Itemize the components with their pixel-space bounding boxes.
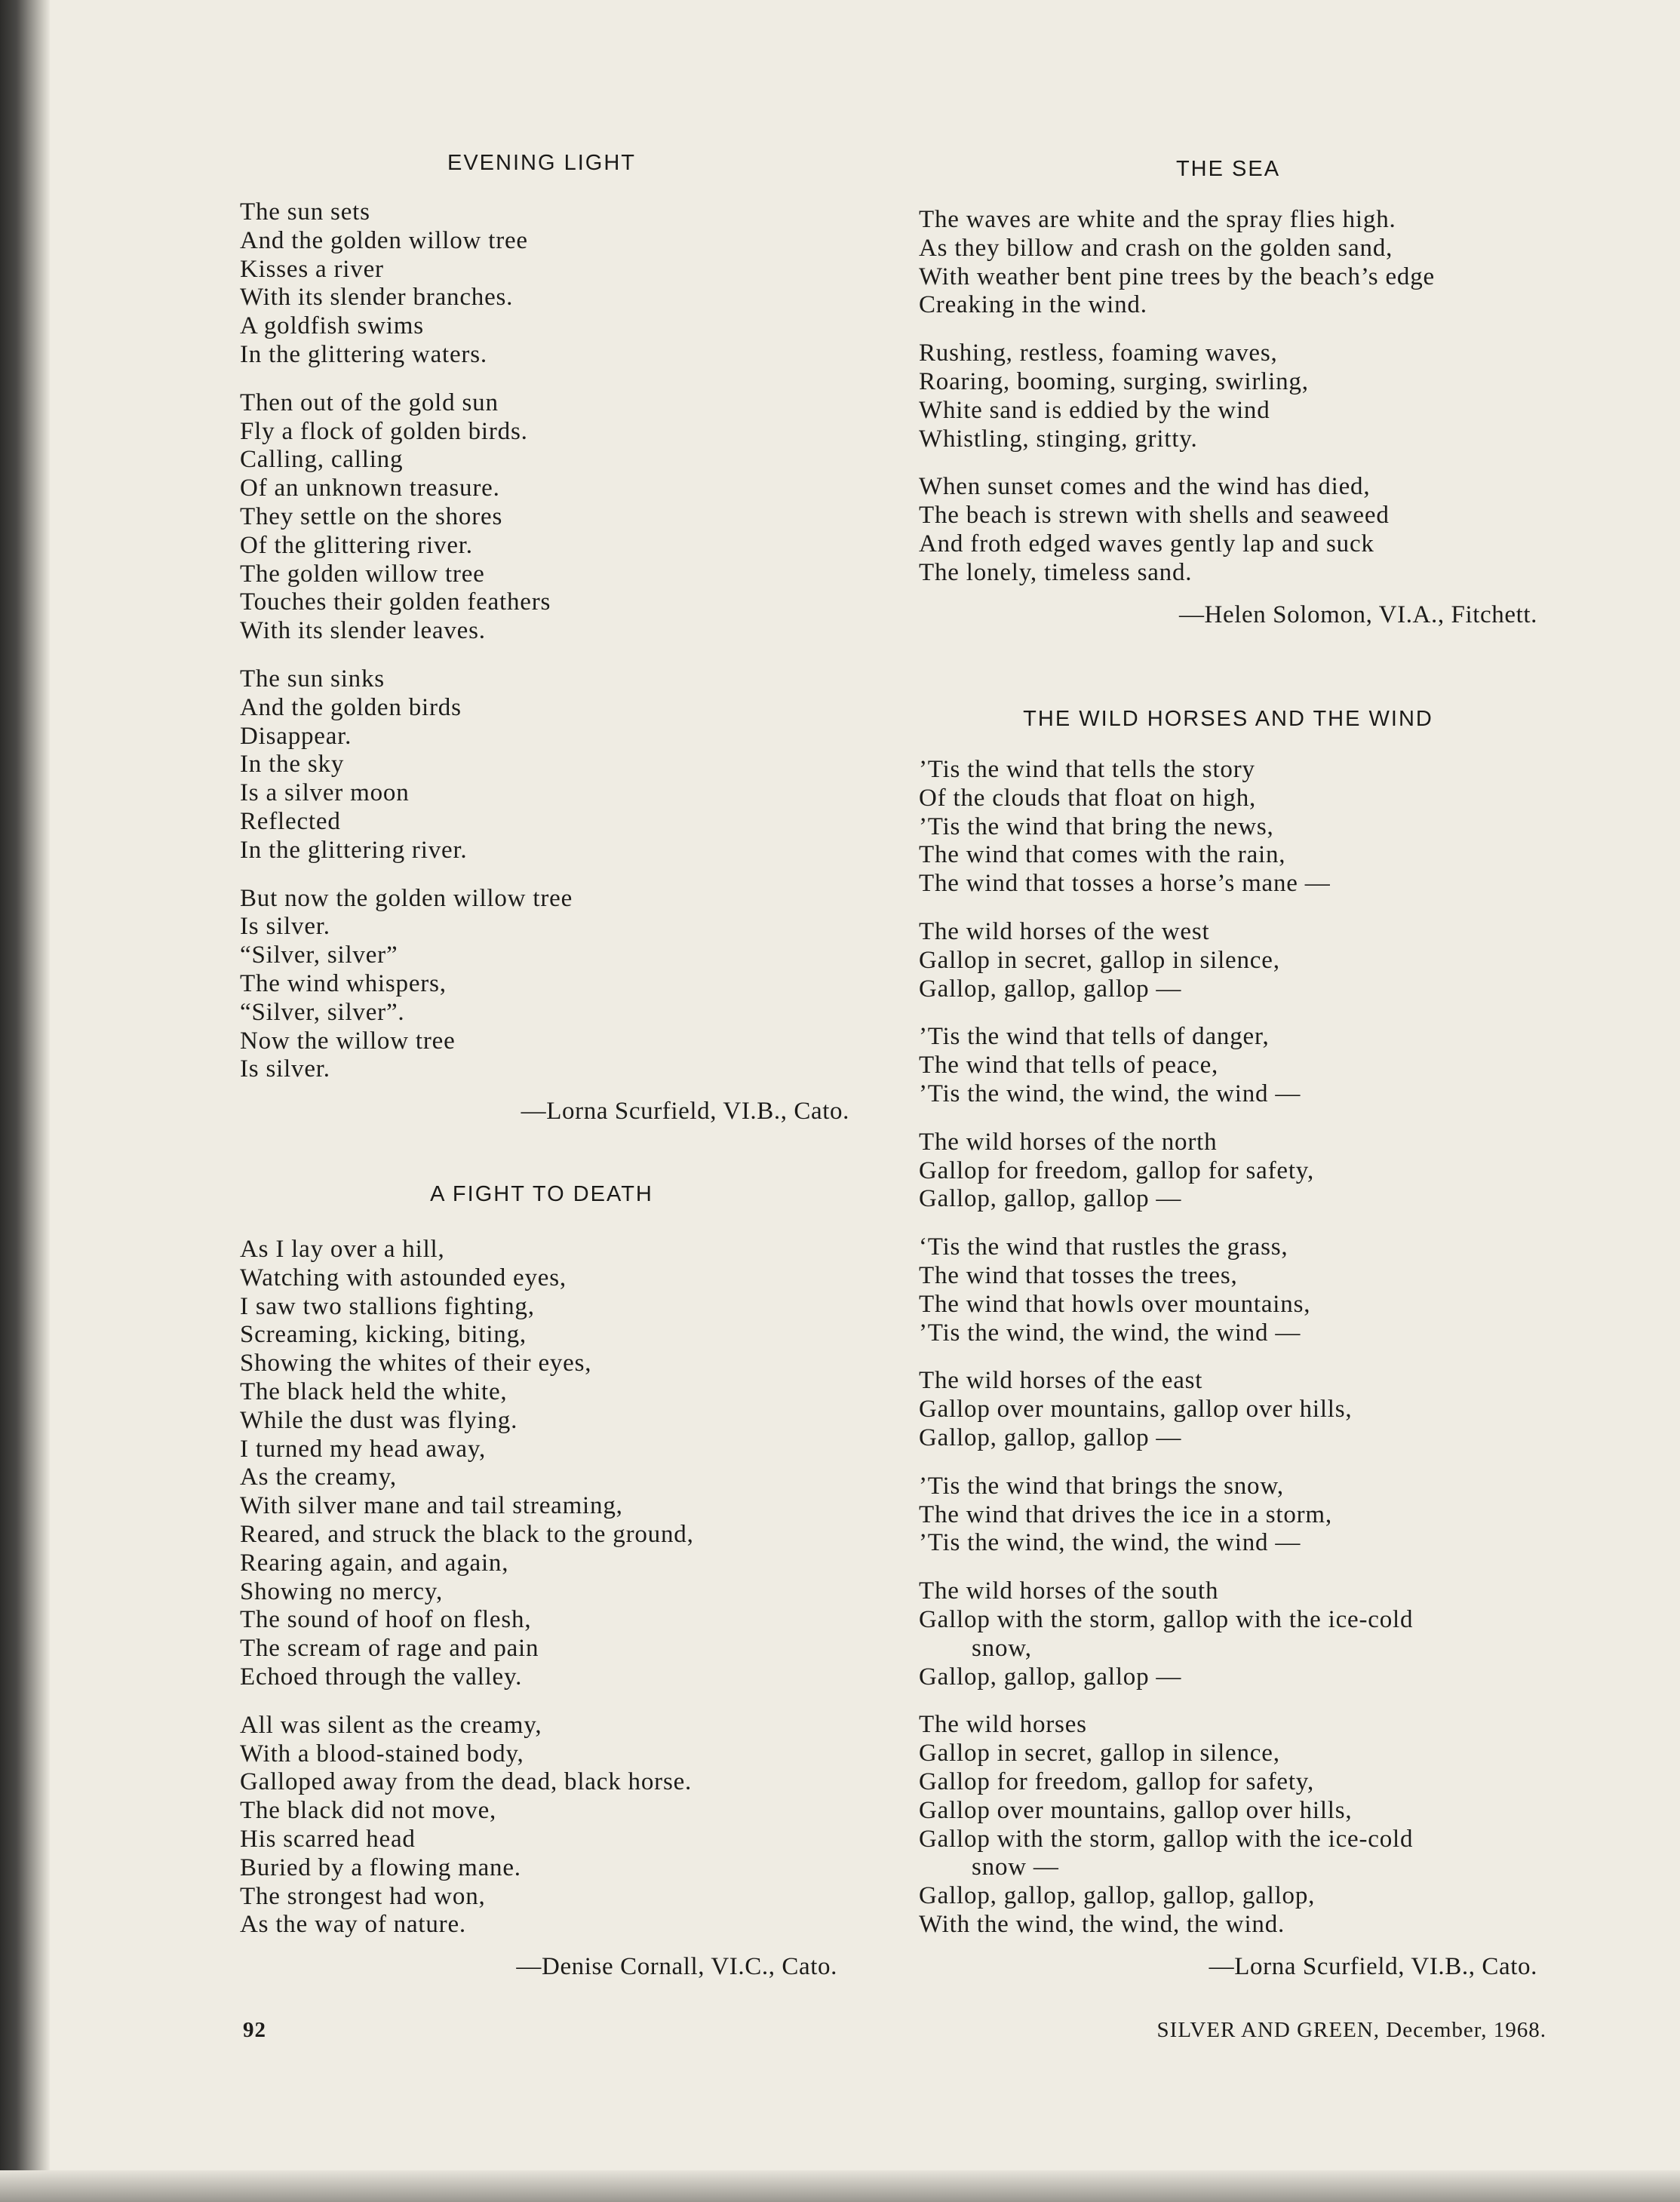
poem-line: Is silver.: [240, 913, 330, 941]
poem-line: The black held the white,: [240, 1377, 508, 1405]
stanza: [919, 339, 1537, 453]
stanza: [919, 1367, 1537, 1452]
poem-line: The wind that tosses a horse’s mane —: [919, 870, 1331, 898]
poem-line: With its slender leaves.: [240, 617, 486, 645]
poem-line: The black did not move,: [240, 1797, 497, 1825]
poem-line: ’Tis the wind that brings the snow,: [919, 1472, 1284, 1500]
poem-line: In the glittering waters.: [240, 340, 487, 368]
page-bottom-edge: [0, 2170, 1680, 2202]
poem-line: snow —: [972, 1853, 1059, 1881]
poem-line: In the glittering river.: [240, 836, 468, 864]
poem-line: Is a silver moon: [240, 779, 410, 807]
stanza: [919, 918, 1537, 1003]
stanza: [240, 1712, 843, 1939]
poem-line: All was silent as the creamy,: [240, 1711, 542, 1739]
poem-line: The waves are white and the spray flies high.: [919, 206, 1396, 233]
poem-line: And the golden willow tree: [240, 226, 528, 254]
stanza: [919, 1023, 1537, 1108]
stanza: [240, 885, 843, 1085]
poem-line: Gallop in secret, gallop in silence,: [919, 946, 1280, 974]
stanza: [240, 198, 843, 370]
poem-line: “Silver, silver”.: [240, 998, 405, 1026]
poem-line: Showing no mercy,: [240, 1577, 444, 1605]
poem-line: Gallop with the storm, gallop with the ice-cold: [919, 1825, 1414, 1853]
poem-author: —Helen Solomon, VI.A., Fitchett.: [1178, 600, 1537, 628]
poem-line: The wind whispers,: [240, 969, 447, 997]
poem-line: Echoed through the valley.: [240, 1663, 523, 1691]
poem-title: THE SEA: [1175, 157, 1281, 181]
stanza: [240, 389, 843, 646]
poem-line: The sun sinks: [240, 665, 385, 693]
poem-line: Gallop, gallop, gallop —: [919, 1185, 1182, 1213]
poem-title: EVENING LIGHT: [447, 151, 636, 175]
poem-line: Reflected: [240, 807, 341, 835]
poem-line: The wild horses of the north: [919, 1128, 1218, 1156]
poem-line: ’Tis the wind that bring the news,: [919, 812, 1274, 840]
poem-line: Roaring, booming, surging, swirling,: [919, 367, 1309, 395]
poem-line: In the sky: [240, 751, 345, 779]
poem-a-fight-to-death: [240, 1182, 843, 1982]
poem-line: The wind that drives the ice in a storm,: [919, 1500, 1332, 1528]
poem-line: Fly a flock of golden birds.: [240, 417, 528, 445]
poem-line: Reared, and struck the black to the ground,: [240, 1520, 694, 1548]
poem-title: A FIGHT TO DEATH: [430, 1182, 653, 1206]
poem-line: Gallop, gallop, gallop —: [919, 975, 1182, 1003]
poem-line: Of the clouds that float on high,: [919, 784, 1257, 812]
poem-line: Gallop over mountains, gallop over hills,: [919, 1396, 1353, 1423]
poem-line: But now the golden willow tree: [240, 884, 573, 912]
poem-line: A goldfish swims: [240, 312, 424, 340]
poem-line: The lonely, timeless sand.: [919, 558, 1193, 586]
poem-line: The sun sets: [240, 198, 370, 226]
poem-line: I turned my head away,: [240, 1435, 487, 1463]
stanza: [919, 473, 1537, 587]
poem-stanzas: [919, 206, 1537, 588]
poem-title: THE WILD HORSES AND THE WIND: [1023, 707, 1433, 731]
poem-line: The scream of rage and pain: [240, 1635, 539, 1663]
poem-line: The wild horses of the west: [919, 917, 1210, 945]
poem-line: When sunset comes and the wind has died,: [919, 473, 1371, 501]
book-binding-shadow: [0, 0, 50, 2202]
poem-line: The wind that comes with the rain,: [919, 841, 1286, 869]
poem-line: ’Tis the wind, the wind, the wind —: [919, 1080, 1301, 1107]
publication-footer: SILVER AND GREEN, December, 1968.: [1156, 2018, 1546, 2042]
poem-stanzas: [919, 756, 1537, 1939]
poem-line: Calling, calling: [240, 446, 404, 474]
poem-the-wild-horses-and-the-wind: [919, 707, 1537, 1982]
poem-line: Kisses a river: [240, 255, 384, 283]
poem-line: With its slender branches.: [240, 284, 514, 312]
stanza: [919, 1577, 1537, 1691]
poem-line: And froth edged waves gently lap and suck: [919, 530, 1374, 557]
poem-line: The sound of hoof on flesh,: [240, 1606, 532, 1634]
stanza: [919, 1233, 1537, 1347]
poem-line: The golden willow tree: [240, 560, 485, 588]
poem-line: I saw two stallions fighting,: [240, 1292, 535, 1320]
poem-line: Then out of the gold sun: [240, 388, 499, 416]
poem-line: Is silver.: [240, 1055, 330, 1083]
poem-line: The wild horses of the east: [919, 1367, 1203, 1395]
poem-stanzas: [240, 1236, 843, 1939]
poem-line: They settle on the shores: [240, 502, 503, 530]
poem-author: —Lorna Scurfield, VI.B., Cato.: [521, 1098, 849, 1126]
poem-line: Rearing again, and again,: [240, 1549, 509, 1577]
stanza: [919, 1473, 1537, 1558]
poem-line: Whistling, stinging, gritty.: [919, 425, 1198, 453]
poem-line: Gallop over mountains, gallop over hills,: [919, 1796, 1353, 1824]
poem-stanzas: [240, 198, 843, 1084]
poem-line: Gallop in secret, gallop in silence,: [919, 1740, 1280, 1767]
poem-evening-light: [240, 151, 849, 1126]
poem-line: White sand is eddied by the wind: [919, 396, 1270, 424]
poem-line: The wind that tosses the trees,: [919, 1261, 1238, 1289]
poem-line: Of the glittering river.: [240, 531, 473, 559]
poem-line: “Silver, silver”: [240, 941, 398, 969]
poem-line: Gallop, gallop, gallop —: [919, 1423, 1182, 1451]
poem-line: As the way of nature.: [240, 1911, 466, 1939]
poem-line: The wind that tells of peace,: [919, 1052, 1219, 1080]
stanza: [919, 756, 1537, 898]
poem-line: Galloped away from the dead, black horse.: [240, 1768, 693, 1796]
poem-line: Touches their golden feathers: [240, 588, 551, 616]
stanza: [240, 1236, 843, 1692]
poem-line: The beach is strewn with shells and seaweed: [919, 502, 1390, 530]
poem-line: Gallop with the storm, gallop with the ice-cold: [919, 1605, 1414, 1633]
poem-line: Of an unknown treasure.: [240, 474, 500, 502]
stanza: [919, 1711, 1537, 1939]
page-number: 92: [243, 2018, 266, 2042]
poem-line: The wild horses: [919, 1711, 1087, 1739]
poem-line: Gallop for freedom, gallop for safety,: [919, 1767, 1314, 1795]
poem-line: Rushing, restless, foaming waves,: [919, 339, 1278, 367]
poem-line: ’Tis the wind, the wind, the wind —: [919, 1529, 1301, 1557]
poem-line: ’Tis the wind that tells of danger,: [919, 1023, 1270, 1051]
poem-line: ’Tis the wind that tells the story: [919, 756, 1255, 783]
poem-line: While the dust was flying.: [240, 1406, 518, 1434]
poem-line: With weather bent pine trees by the beach’s edge: [919, 263, 1435, 290]
poem-line: Showing the whites of their eyes,: [240, 1350, 592, 1377]
poem-line: His scarred head: [240, 1825, 416, 1853]
poem-line: The wind that howls over mountains,: [919, 1290, 1311, 1318]
poem-line: Buried by a flowing mane.: [240, 1853, 521, 1881]
poem-line: Screaming, kicking, biting,: [240, 1321, 527, 1349]
poem-line: Creaking in the wind.: [919, 291, 1147, 319]
poem-line: The strongest had won,: [240, 1882, 486, 1910]
stanza: [240, 665, 843, 865]
poem-line: With the wind, the wind, the wind.: [919, 1910, 1285, 1938]
poem-line: With silver mane and tail streaming,: [240, 1492, 623, 1520]
poem-line: ’Tis the wind, the wind, the wind —: [919, 1319, 1301, 1347]
poem-line: Disappear.: [240, 722, 352, 750]
poem-line: And the golden birds: [240, 693, 462, 721]
poem-line: Now the willow tree: [240, 1027, 456, 1055]
poem-author: —Denise Cornall, VI.C., Cato.: [516, 1953, 837, 1981]
poem-line: With a blood-stained body,: [240, 1740, 524, 1767]
poem-line: As the creamy,: [240, 1463, 397, 1491]
poem-line: Gallop, gallop, gallop, gallop, gallop,: [919, 1882, 1316, 1910]
poem-line: As they billow and crash on the golden sand,: [919, 234, 1393, 262]
poem-line: Watching with astounded eyes,: [240, 1264, 567, 1291]
poem-line: Gallop, gallop, gallop —: [919, 1663, 1182, 1691]
poem-line: Gallop for freedom, gallop for safety,: [919, 1156, 1314, 1184]
poem-line: As I lay over a hill,: [240, 1236, 445, 1263]
poem-author: —Lorna Scurfield, VI.B., Cato.: [1209, 1952, 1537, 1980]
poem-line: ‘Tis the wind that rustles the grass,: [919, 1233, 1288, 1261]
stanza: [919, 206, 1537, 320]
stanza: [919, 1129, 1537, 1214]
poem-line: The wild horses of the south: [919, 1577, 1219, 1605]
poem-line: snow,: [972, 1634, 1032, 1662]
poem-the-sea: [919, 157, 1537, 630]
